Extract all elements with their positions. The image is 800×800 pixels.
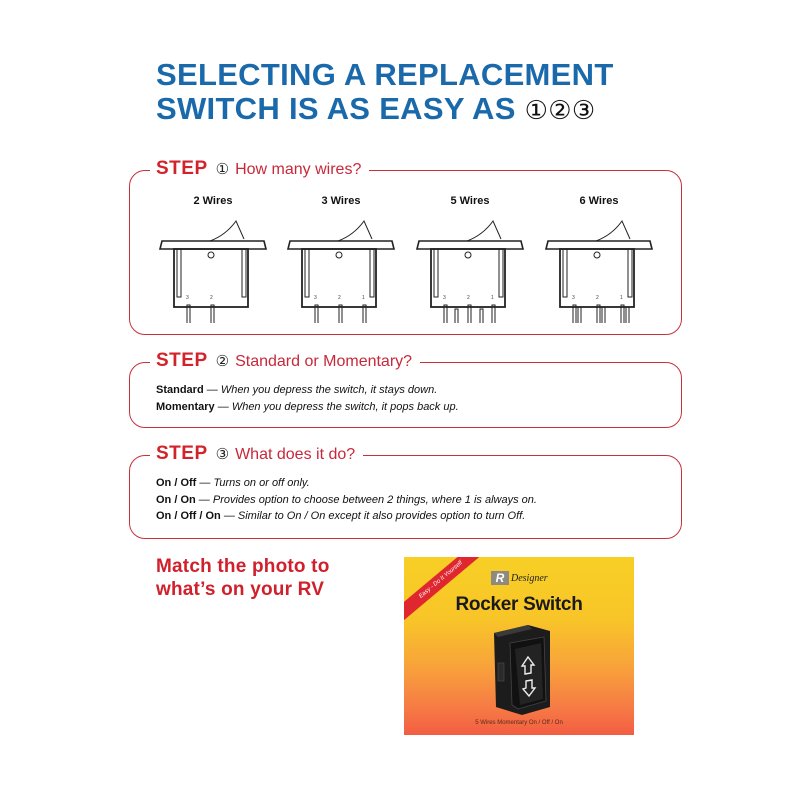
dash: — [203, 384, 221, 396]
circled-numbers: ①②③ [524, 96, 596, 126]
svg-text:1: 1 [362, 295, 365, 301]
step-1-box [129, 158, 682, 335]
product-caption: 5 Wires Momentary On / Off / On [475, 720, 563, 726]
definition: When you depress the switch, it stays down. [220, 384, 438, 396]
svg-text:3: 3 [186, 295, 189, 301]
brand-logo [491, 571, 548, 585]
heading-rule [369, 170, 665, 171]
step-3-heading [150, 443, 363, 465]
match-photo-heading [156, 555, 330, 601]
switch-label: 2 Wires [193, 195, 233, 207]
description-row-on-off [156, 475, 537, 492]
step-2-heading [150, 350, 420, 372]
step-word: STEP [156, 158, 208, 179]
dash: — [214, 400, 232, 413]
switch-diagram-6-wires [544, 193, 654, 323]
switch-6-wires-icon [544, 211, 654, 323]
step-word: STEP [156, 350, 208, 371]
dash: — [220, 510, 238, 522]
step-3-box [129, 443, 682, 539]
rocker-switch-icon [488, 625, 552, 715]
switch-diagram-2-wires [158, 193, 268, 323]
description-row-standard [156, 382, 459, 399]
step-number: ③ [215, 445, 230, 463]
heading-rule [420, 362, 665, 363]
headline-line-1: SELECTING A REPLACEMENT [156, 57, 614, 92]
step-number: ① [215, 160, 230, 178]
brand-name: Designer [511, 572, 548, 584]
definition: Turns on or off only. [213, 477, 310, 489]
switch-5-wires-icon [415, 211, 525, 323]
step-question: What does it do? [235, 446, 356, 463]
step-2-box [129, 350, 682, 428]
switch-diagram-3-wires [286, 193, 396, 323]
definition: When you depress the switch, it pops back up. [231, 400, 459, 413]
svg-text:2: 2 [210, 295, 213, 301]
step-3-descriptions [156, 475, 537, 525]
definition: Provides option to choose between 2 things, where 1 is always on. [212, 493, 537, 506]
svg-text:3: 3 [314, 295, 317, 301]
switch-label: 3 Wires [321, 195, 361, 207]
switch-diagram-5-wires [415, 193, 525, 323]
definition: Similar to On / On except it also provides option to turn Off. [237, 510, 526, 522]
svg-text:2: 2 [467, 295, 470, 301]
description-row-on-off-on [156, 508, 537, 525]
term: On / On [156, 493, 196, 506]
heading-rule [363, 455, 665, 456]
svg-text:1: 1 [491, 295, 494, 301]
switch-2-wires-icon [158, 211, 268, 323]
term: Standard [156, 384, 204, 396]
switch-3-wires-icon [286, 211, 396, 323]
term: Momentary [156, 400, 215, 413]
switch-label: 5 Wires [450, 195, 490, 207]
step-question: Standard or Momentary? [235, 353, 413, 370]
match-line-2: what’s on your RV [156, 579, 325, 600]
headline-line-2 [156, 92, 676, 128]
step-2-descriptions [156, 382, 459, 415]
headline-line-2-text: SWITCH IS AS EASY AS [156, 91, 516, 126]
svg-text:3: 3 [443, 295, 446, 301]
term: On / Off [156, 477, 197, 489]
svg-text:3: 3 [572, 295, 575, 301]
step-word: STEP [156, 443, 208, 464]
step-1-heading [150, 158, 369, 180]
description-row-momentary [156, 399, 459, 416]
product-title: Rocker Switch [455, 594, 583, 615]
product-package-photo [404, 557, 634, 735]
step-question: How many wires? [235, 161, 362, 178]
term: On / Off / On [156, 510, 221, 522]
dash: — [196, 477, 214, 489]
brand-r-icon: R [491, 571, 509, 585]
svg-text:2: 2 [596, 295, 599, 301]
match-line-1: Match the photo to [156, 556, 330, 577]
headline [156, 58, 676, 128]
svg-text:1: 1 [620, 295, 623, 301]
step-number: ② [215, 352, 230, 370]
switch-label: 6 Wires [579, 195, 619, 207]
svg-text:2: 2 [338, 295, 341, 301]
dash: — [195, 493, 213, 506]
description-row-on-on [156, 492, 537, 509]
diy-ribbon: Easy - Do It Yourself [404, 557, 495, 627]
